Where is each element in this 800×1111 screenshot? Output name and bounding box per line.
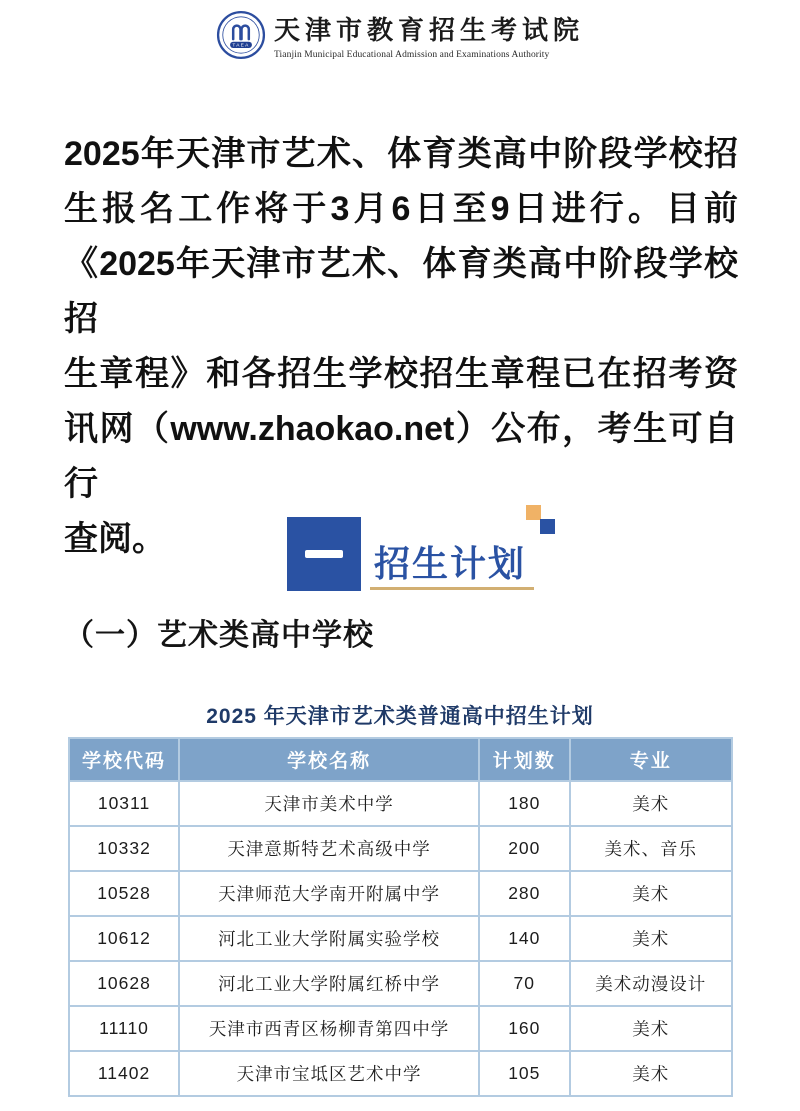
table-cell: 140	[480, 917, 568, 960]
table-row	[70, 872, 731, 915]
paragraph-line: 生章程》和各招生学校招生章程已在招考资	[64, 355, 738, 393]
table-cell: 10528	[70, 872, 178, 915]
table-cell: 美术	[571, 872, 732, 915]
table-cell: 11402	[70, 1052, 178, 1095]
table-cell: 河北工业大学附属实验学校	[180, 917, 478, 960]
table-cell: 200	[480, 827, 568, 870]
deco-square-gold	[526, 505, 541, 520]
table-row	[70, 782, 731, 825]
paragraph-line: 查阅。	[64, 520, 166, 558]
column-header: 计划数	[480, 739, 568, 780]
table-cell: 美术	[571, 1052, 732, 1095]
paragraph-line: 《2025年天津市艺术、体育类高中阶段学校招	[64, 245, 738, 338]
table-cell: 160	[480, 1007, 568, 1050]
org-name-en: Tianjin Municipal Educational Admission and Examinations Authority	[273, 50, 550, 60]
deco-square-blue	[540, 519, 555, 534]
table-row	[70, 917, 731, 960]
table-cell: 美术	[571, 1007, 732, 1050]
table-cell: 美术	[571, 782, 732, 825]
masthead	[0, 10, 800, 60]
column-header: 学校代码	[70, 739, 178, 780]
table-cell: 11110	[70, 1007, 178, 1050]
table-cell: 10311	[70, 782, 178, 825]
table-cell: 10612	[70, 917, 178, 960]
admission-plan-table	[68, 737, 733, 1097]
section-number-box	[287, 517, 361, 591]
table-title: 2025 年天津市艺术类普通高中招生计划	[206, 705, 594, 728]
column-header: 专业	[571, 739, 732, 780]
table-cell: 180	[480, 782, 568, 825]
table-row	[70, 1007, 731, 1050]
section-underline	[370, 587, 534, 590]
table-cell: 天津市美术中学	[180, 782, 478, 825]
table-header-row	[70, 739, 731, 780]
subsection-title: （一）艺术类高中学校	[64, 619, 374, 652]
org-name-block	[274, 10, 584, 60]
table-cell: 天津师范大学南开附属中学	[180, 872, 478, 915]
table-cell: 美术	[571, 917, 732, 960]
taea-logo-icon	[216, 10, 266, 60]
org-name-cn: 天津市教育招生考试院	[273, 16, 584, 45]
column-header: 学校名称	[180, 739, 478, 780]
section-header-plan	[287, 517, 532, 591]
table-cell: 河北工业大学附属红桥中学	[180, 962, 478, 1005]
table-cell: 美术、音乐	[571, 827, 732, 870]
table-cell: 10628	[70, 962, 178, 1005]
announcement-paragraph	[64, 127, 738, 567]
table-row	[70, 827, 731, 870]
table-cell: 10332	[70, 827, 178, 870]
paragraph-line: 生报名工作将于3月6日至9日进行。目前	[64, 190, 738, 228]
paragraph-line: 2025年天津市艺术、体育类高中阶段学校招	[64, 135, 738, 173]
section-title-block	[370, 517, 532, 591]
table-row	[70, 962, 731, 1005]
section-title: 招生计划	[374, 543, 527, 584]
paragraph-line: 讯网（www.zhaokao.net）公布，考生可自行	[64, 410, 738, 503]
table-cell: 280	[480, 872, 568, 915]
logo-acronym: TAEA	[232, 43, 250, 49]
table-cell: 天津市西青区杨柳青第四中学	[180, 1007, 478, 1050]
table-cell: 105	[480, 1052, 568, 1095]
section-number-dash	[305, 550, 343, 558]
table-cell: 天津意斯特艺术高级中学	[180, 827, 478, 870]
table-cell: 天津市宝坻区艺术中学	[180, 1052, 478, 1095]
table-cell: 70	[480, 962, 568, 1005]
table-row	[70, 1052, 731, 1095]
table-cell: 美术动漫设计	[571, 962, 732, 1005]
